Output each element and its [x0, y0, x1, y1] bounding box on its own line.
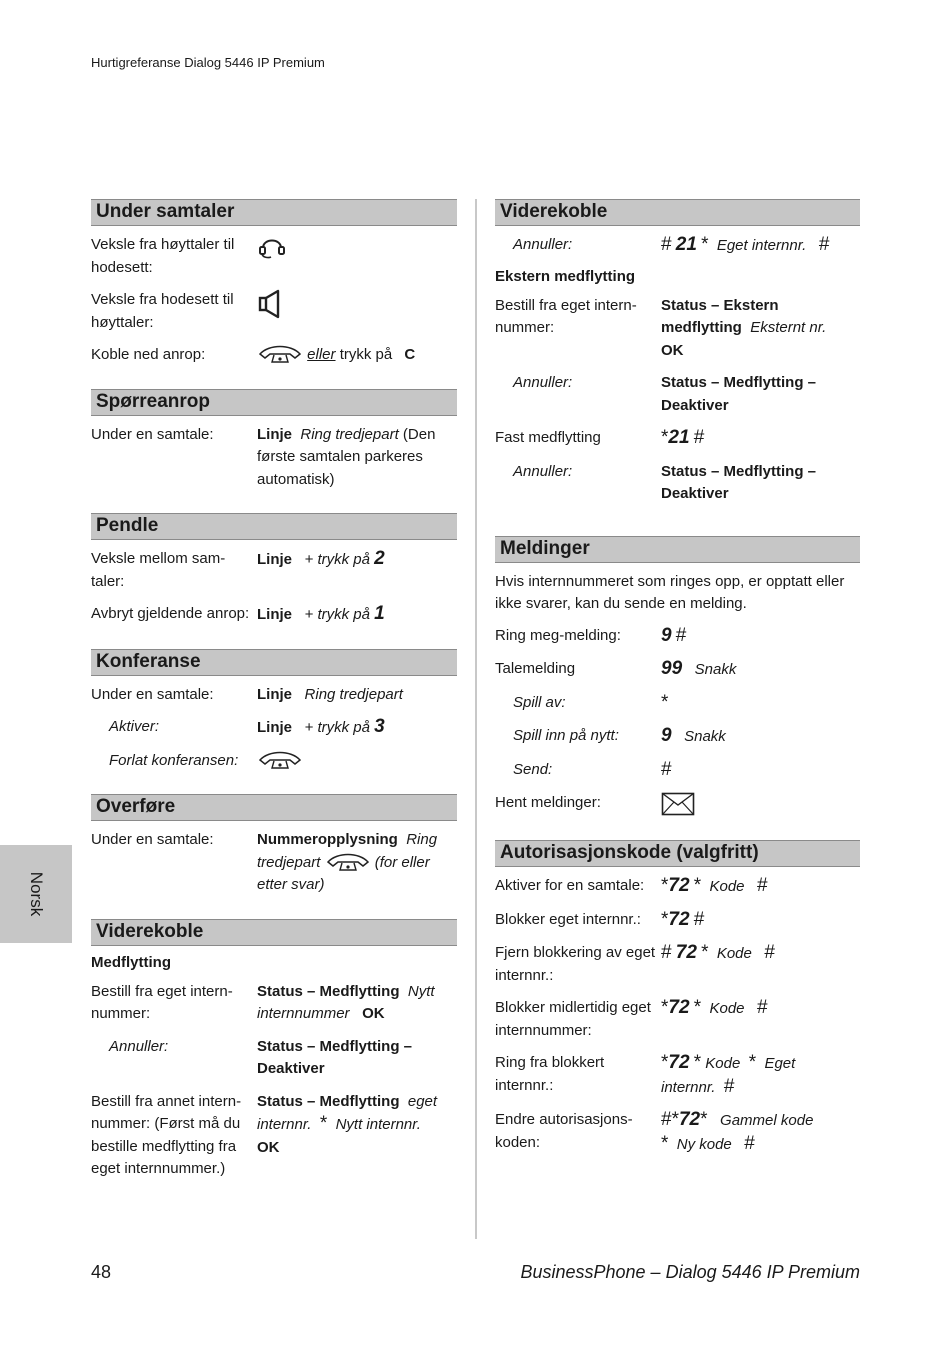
subheading: Ekstern medflytting	[495, 267, 636, 285]
column-divider	[475, 199, 477, 1239]
section-title: Under samtaler	[91, 199, 457, 226]
list-item: Veksle mellom sam-taler: Linje + trykk på 2	[91, 548, 385, 590]
list-item: Hent meldinger:	[495, 792, 860, 816]
section-title: Spørreanrop	[91, 389, 457, 416]
list-item: Under en samtale: Nummeropplysning Ring tredjepart (for eller etter svar)	[91, 831, 438, 893]
section-meldinger	[495, 536, 860, 817]
list-item	[91, 289, 457, 334]
list-item: Annuller: # 21 * Eget internnr. #	[513, 234, 830, 255]
language-tab-label: Norsk	[27, 871, 46, 917]
list-item: Annuller: Status – Medflytting – Deaktiver	[513, 462, 817, 502]
list-item: Spill av: *	[513, 691, 669, 713]
list-item: Bestill fra eget intern-nummer: Status – Ekstern medflytting Eksternt nr. OK	[495, 296, 827, 359]
headset-icon	[257, 234, 287, 260]
list-item: Fast medflytting *21 #	[495, 427, 705, 448]
section-title: Overføre	[91, 794, 457, 821]
section-viderekoble-left	[91, 919, 457, 1181]
list-item: Koble ned anrop: eller trykk på C	[91, 344, 457, 367]
list-item: Annuller: Status – Medflytting – Deaktiver	[109, 1037, 413, 1077]
list-item: Send: #	[513, 758, 672, 780]
speaker-icon	[257, 289, 285, 319]
section-title: Viderekoble	[91, 919, 457, 946]
list-item: Annuller: Status – Medflytting – Deaktiver	[513, 374, 817, 414]
list-item: Spill inn på nytt: 9 Snakk	[513, 725, 726, 746]
section-under-samtaler	[91, 199, 457, 367]
section-pendle	[91, 513, 457, 627]
handset-icon	[257, 751, 303, 771]
running-header: Hurtigreferanse Dialog 5446 IP Premium	[91, 55, 325, 70]
section-title: Viderekoble	[495, 199, 860, 226]
section-title: Konferanse	[91, 649, 457, 676]
section-overfore	[91, 794, 457, 897]
language-tab	[0, 845, 72, 943]
list-item: Bestill fra annet intern-nummer: (Først må du bestille medflytting fra eget internnummer.) Status – Medflytting eget internnr. * Nytt internnr. OK	[91, 1092, 438, 1177]
section-title: Autorisasjonskode (valgfritt)	[495, 840, 860, 867]
list-item: Fjern blokkering av eget internnr.: # 72 * Kode #	[495, 942, 775, 984]
envelope-icon	[661, 792, 695, 816]
section-title: Meldinger	[495, 536, 860, 563]
section-sporreanrop	[91, 389, 457, 492]
row-label: Veksle fra høyttaler til hodesett:	[91, 236, 235, 276]
list-item: Under en samtale: Linje Ring tredjepart (Den første samtalen parkeres automatisk)	[91, 425, 436, 488]
list-item: Forlat konferansen:	[91, 750, 457, 773]
list-item: Aktiver for en samtale: *72 * Kode #	[495, 875, 768, 896]
footer-title: BusinessPhone – Dialog 5446 IP Premium	[520, 1262, 860, 1282]
list-item	[91, 234, 457, 279]
list-item: Ring fra blokkert internnr.: *72 * Kode * Eget internnr. #	[495, 1052, 796, 1097]
list-item: Endre autorisasjons-koden: #*72* Gammel kode * Ny kode #	[495, 1109, 814, 1154]
list-item: Avbryt gjeldende anrop: Linje + trykk på 1	[91, 603, 385, 624]
star-key: *	[319, 1113, 328, 1134]
list-item: Talemelding 99 Snakk	[495, 658, 737, 679]
list-item: Blokker eget internnr.: *72 #	[495, 908, 705, 930]
row-label: Koble ned anrop:	[91, 346, 206, 363]
page-number: 48	[91, 1262, 112, 1282]
list-item: Ring meg-melding: 9 #	[495, 624, 687, 646]
section-konferanse	[91, 649, 457, 773]
list-item: Under en samtale: Linje Ring tredjepart	[91, 685, 403, 703]
list-item: Bestill fra eget intern-nummer: Status – Medflytting Nytt internnummer OK	[91, 982, 435, 1022]
section-note: Hvis internnummeret som ringes opp, er opptatt eller ikke svarer, kan du sende en melding.	[495, 572, 845, 612]
subheading: Medflytting	[91, 953, 171, 971]
section-viderekoble-right	[495, 199, 860, 506]
row-label: Veksle fra hodesett til høyttaler:	[91, 291, 234, 331]
key-c: C	[404, 346, 416, 363]
section-autorisasjonskode	[495, 840, 860, 1156]
section-title: Pendle	[91, 513, 457, 540]
right-column	[495, 199, 860, 1178]
handset-icon	[257, 345, 303, 365]
list-item: Aktiver: Linje + trykk på 3	[109, 716, 385, 737]
handset-icon	[325, 853, 371, 873]
left-column	[91, 199, 457, 1203]
list-item: Blokker midlertidig eget internnummer: *72 * Kode #	[495, 997, 768, 1039]
